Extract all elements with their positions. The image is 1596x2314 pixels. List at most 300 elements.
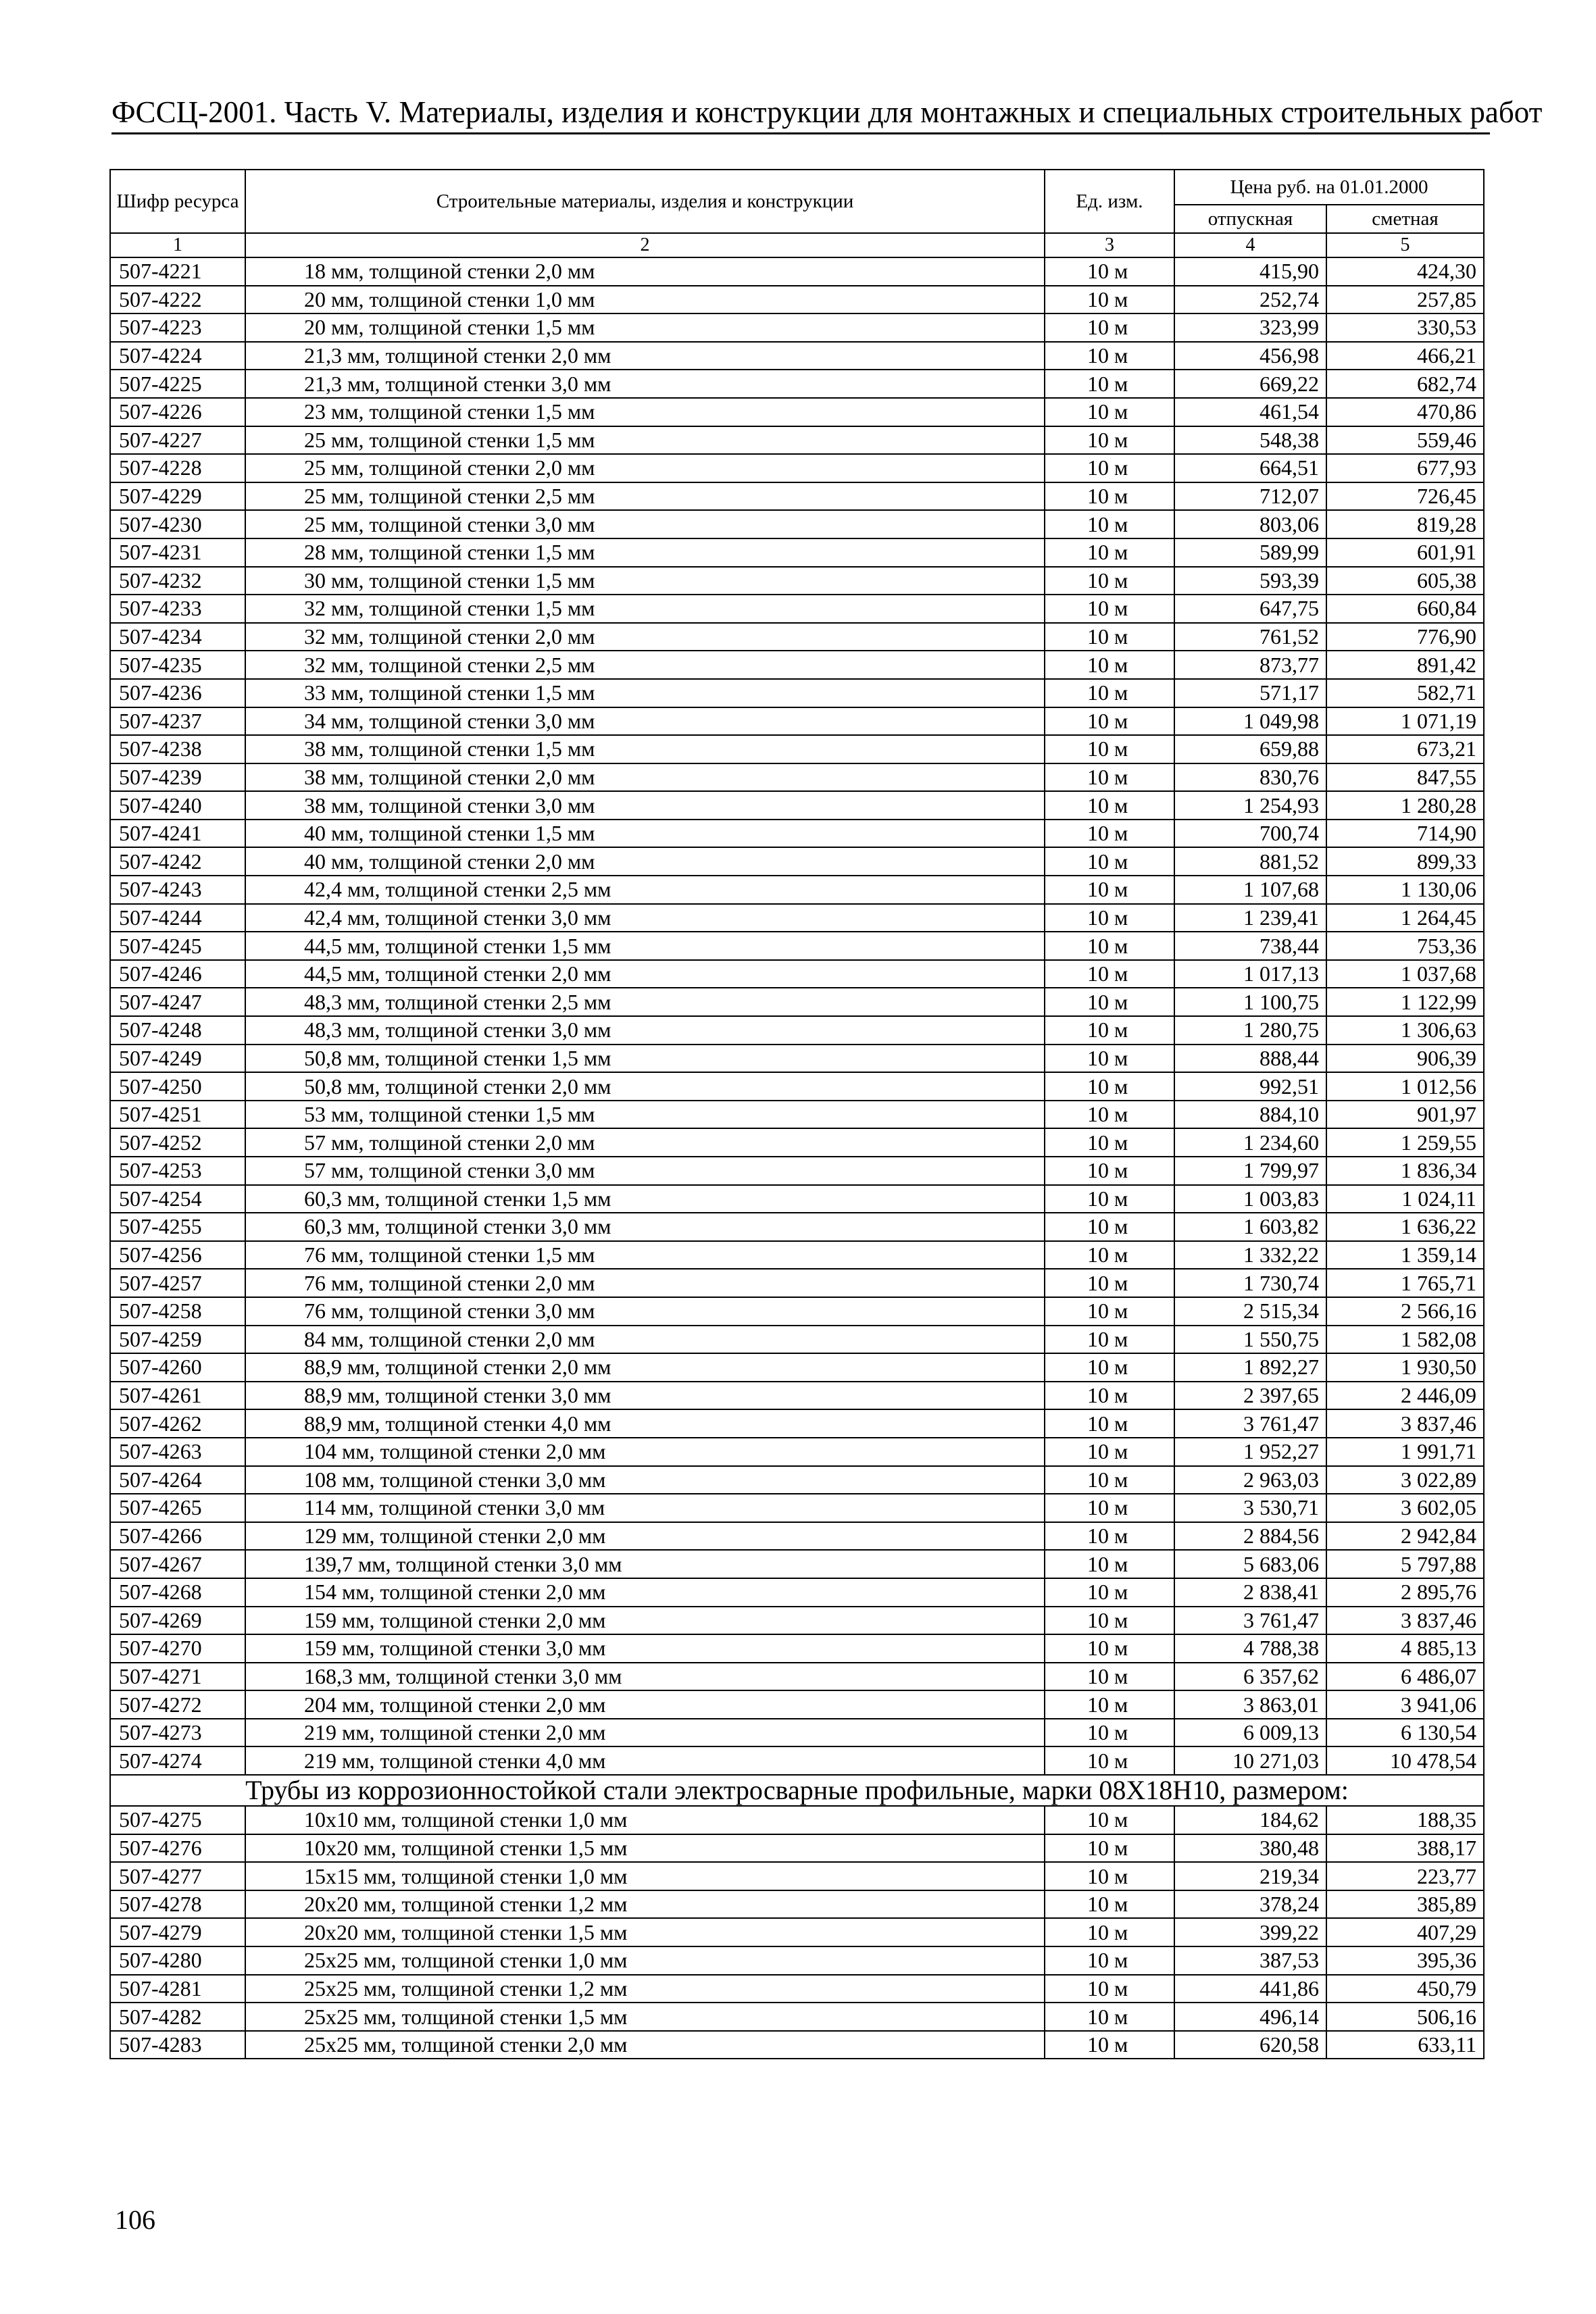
material-description: 44,5 мм, толщиной стенки 2,0 мм	[245, 960, 1045, 988]
estimate-price: 3 022,89	[1326, 1466, 1484, 1494]
unit: 10 м	[1045, 1550, 1174, 1578]
material-description: 108 мм, толщиной стенки 3,0 мм	[245, 1466, 1045, 1494]
resource-code: 507-4229	[110, 482, 245, 511]
resource-code: 507-4242	[110, 847, 245, 876]
estimate-price: 891,42	[1326, 651, 1484, 679]
table-row	[110, 2003, 1484, 2031]
resource-code: 507-4248	[110, 1016, 245, 1045]
unit: 10 м	[1045, 1890, 1174, 1919]
material-description: 25 мм, толщиной стенки 3,0 мм	[245, 510, 1045, 538]
estimate-price: 1 130,06	[1326, 876, 1484, 904]
estimate-price: 1 012,56	[1326, 1072, 1484, 1101]
release-price: 3 530,71	[1174, 1494, 1326, 1522]
header-unit: Ед. изм.	[1045, 170, 1174, 233]
unit: 10 м	[1045, 735, 1174, 763]
table-row	[110, 1494, 1484, 1522]
material-description: 20x20 мм, толщиной стенки 1,5 мм	[245, 1918, 1045, 1946]
resource-code: 507-4231	[110, 538, 245, 567]
table-row	[110, 1326, 1484, 1354]
release-price: 387,53	[1174, 1946, 1326, 1975]
release-price: 2 884,56	[1174, 1522, 1326, 1551]
unit: 10 м	[1045, 1862, 1174, 1890]
table-row	[110, 1382, 1484, 1410]
table-row	[110, 1890, 1484, 1919]
unit: 10 м	[1045, 257, 1174, 286]
page-title: ФССЦ-2001. Часть V. Материалы, изделия и конструкции для монтажных и специальных строительных работ	[111, 95, 1543, 129]
resource-code: 507-4261	[110, 1382, 245, 1410]
resource-code: 507-4283	[110, 2031, 245, 2059]
material-description: 38 мм, толщиной стенки 2,0 мм	[245, 763, 1045, 792]
material-description: 57 мм, толщиной стенки 2,0 мм	[245, 1128, 1045, 1157]
release-price: 2 838,41	[1174, 1578, 1326, 1607]
unit: 10 м	[1045, 1241, 1174, 1269]
table-row	[110, 454, 1484, 482]
unit: 10 м	[1045, 1494, 1174, 1522]
unit: 10 м	[1045, 1719, 1174, 1747]
resource-code: 507-4243	[110, 876, 245, 904]
release-price: 3 863,01	[1174, 1690, 1326, 1719]
resource-code: 507-4228	[110, 454, 245, 482]
unit: 10 м	[1045, 1382, 1174, 1410]
release-price: 184,62	[1174, 1806, 1326, 1834]
resource-code: 507-4227	[110, 426, 245, 455]
table-row	[110, 370, 1484, 398]
header-release-price: отпускная	[1174, 205, 1326, 233]
header-price-group: Цена руб. на 01.01.2000	[1174, 170, 1484, 205]
column-number: 1	[110, 233, 245, 257]
release-price: 1 892,27	[1174, 1353, 1326, 1382]
table-row	[110, 735, 1484, 763]
table-row	[110, 988, 1484, 1016]
table-row	[110, 398, 1484, 426]
estimate-price: 1 836,34	[1326, 1157, 1484, 1185]
material-description: 129 мм, толщиной стенки 2,0 мм	[245, 1522, 1045, 1551]
release-price: 219,34	[1174, 1862, 1326, 1890]
release-price: 992,51	[1174, 1072, 1326, 1101]
resource-code: 507-4257	[110, 1269, 245, 1297]
release-price: 548,38	[1174, 426, 1326, 455]
unit: 10 м	[1045, 1213, 1174, 1241]
material-description: 20x20 мм, толщиной стенки 1,2 мм	[245, 1890, 1045, 1919]
unit: 10 м	[1045, 1834, 1174, 1863]
unit: 10 м	[1045, 1269, 1174, 1297]
material-description: 53 мм, толщиной стенки 1,5 мм	[245, 1101, 1045, 1129]
table-row	[110, 1157, 1484, 1185]
unit: 10 м	[1045, 791, 1174, 820]
table-row	[110, 1072, 1484, 1101]
unit: 10 м	[1045, 567, 1174, 595]
resource-code: 507-4262	[110, 1409, 245, 1438]
resource-code: 507-4232	[110, 567, 245, 595]
table-row	[110, 1634, 1484, 1663]
unit: 10 м	[1045, 1663, 1174, 1691]
table-row	[110, 313, 1484, 342]
resource-code: 507-4245	[110, 932, 245, 960]
estimate-price: 450,79	[1326, 1975, 1484, 2003]
unit: 10 м	[1045, 2003, 1174, 2031]
unit: 10 м	[1045, 904, 1174, 932]
estimate-price: 673,21	[1326, 735, 1484, 763]
estimate-price: 257,85	[1326, 286, 1484, 314]
release-price: 647,75	[1174, 595, 1326, 623]
table-row	[110, 1719, 1484, 1747]
material-description: 20 мм, толщиной стенки 1,5 мм	[245, 313, 1045, 342]
table-row	[110, 1746, 1484, 1775]
resource-code: 507-4221	[110, 257, 245, 286]
material-description: 88,9 мм, толщиной стенки 3,0 мм	[245, 1382, 1045, 1410]
release-price: 1 049,98	[1174, 707, 1326, 736]
release-price: 2 397,65	[1174, 1382, 1326, 1410]
material-description: 38 мм, толщиной стенки 3,0 мм	[245, 791, 1045, 820]
material-description: 76 мм, толщиной стенки 3,0 мм	[245, 1297, 1045, 1326]
table-row	[110, 1663, 1484, 1691]
release-price: 873,77	[1174, 651, 1326, 679]
material-description: 219 мм, толщиной стенки 4,0 мм	[245, 1746, 1045, 1775]
table-row	[110, 679, 1484, 707]
resource-code: 507-4260	[110, 1353, 245, 1382]
unit: 10 м	[1045, 1101, 1174, 1129]
table-row	[110, 1297, 1484, 1326]
estimate-price: 4 885,13	[1326, 1634, 1484, 1663]
table-row	[110, 510, 1484, 538]
resource-code: 507-4259	[110, 1326, 245, 1354]
unit: 10 м	[1045, 1353, 1174, 1382]
material-description: 15x15 мм, толщиной стенки 1,0 мм	[245, 1862, 1045, 1890]
material-description: 154 мм, толщиной стенки 2,0 мм	[245, 1578, 1045, 1607]
estimate-price: 407,29	[1326, 1918, 1484, 1946]
unit: 10 м	[1045, 1185, 1174, 1213]
unit: 10 м	[1045, 1326, 1174, 1354]
unit: 10 м	[1045, 707, 1174, 736]
table-row	[110, 623, 1484, 651]
resource-code: 507-4274	[110, 1746, 245, 1775]
release-price: 1 107,68	[1174, 876, 1326, 904]
estimate-price: 1 280,28	[1326, 791, 1484, 820]
table-row	[110, 1918, 1484, 1946]
material-description: 159 мм, толщиной стенки 3,0 мм	[245, 1634, 1045, 1663]
table-row	[110, 257, 1484, 286]
material-description: 88,9 мм, толщиной стенки 4,0 мм	[245, 1409, 1045, 1438]
table-row	[110, 286, 1484, 314]
unit: 10 м	[1045, 1072, 1174, 1101]
material-description: 60,3 мм, толщиной стенки 3,0 мм	[245, 1213, 1045, 1241]
table-row	[110, 763, 1484, 792]
column-number: 2	[245, 233, 1045, 257]
unit: 10 м	[1045, 1806, 1174, 1834]
material-description: 219 мм, толщиной стенки 2,0 мм	[245, 1719, 1045, 1747]
unit: 10 м	[1045, 1578, 1174, 1607]
material-description: 88,9 мм, толщиной стенки 2,0 мм	[245, 1353, 1045, 1382]
unit: 10 м	[1045, 538, 1174, 567]
resource-code: 507-4223	[110, 313, 245, 342]
release-price: 1 332,22	[1174, 1241, 1326, 1269]
material-description: 50,8 мм, толщиной стенки 2,0 мм	[245, 1072, 1045, 1101]
estimate-price: 2 895,76	[1326, 1578, 1484, 1607]
release-price: 589,99	[1174, 538, 1326, 567]
resource-code: 507-4225	[110, 370, 245, 398]
material-description: 20 мм, толщиной стенки 1,0 мм	[245, 286, 1045, 314]
material-description: 159 мм, толщиной стенки 2,0 мм	[245, 1607, 1045, 1635]
release-price: 461,54	[1174, 398, 1326, 426]
estimate-price: 10 478,54	[1326, 1746, 1484, 1775]
release-price: 1 017,13	[1174, 960, 1326, 988]
unit: 10 м	[1045, 426, 1174, 455]
resource-code: 507-4236	[110, 679, 245, 707]
column-number-row	[110, 233, 1484, 257]
estimate-price: 3 941,06	[1326, 1690, 1484, 1719]
table-row	[110, 1438, 1484, 1466]
material-description: 32 мм, толщиной стенки 1,5 мм	[245, 595, 1045, 623]
material-description: 21,3 мм, толщиной стенки 2,0 мм	[245, 342, 1045, 370]
release-price: 3 761,47	[1174, 1607, 1326, 1635]
header-code: Шифр ресурса	[110, 170, 245, 233]
material-description: 25x25 мм, толщиной стенки 1,2 мм	[245, 1975, 1045, 2003]
release-price: 5 683,06	[1174, 1550, 1326, 1578]
resource-code: 507-4272	[110, 1690, 245, 1719]
table-row	[110, 1578, 1484, 1607]
release-price: 669,22	[1174, 370, 1326, 398]
resource-code: 507-4256	[110, 1241, 245, 1269]
estimate-price: 1 264,45	[1326, 904, 1484, 932]
table-row	[110, 1269, 1484, 1297]
resource-code: 507-4247	[110, 988, 245, 1016]
release-price: 1 550,75	[1174, 1326, 1326, 1354]
unit: 10 м	[1045, 1016, 1174, 1045]
table-row	[110, 820, 1484, 848]
resource-code: 507-4230	[110, 510, 245, 538]
release-price: 659,88	[1174, 735, 1326, 763]
material-description: 33 мм, толщиной стенки 1,5 мм	[245, 679, 1045, 707]
table-row	[110, 1185, 1484, 1213]
material-description: 25x25 мм, толщиной стенки 2,0 мм	[245, 2031, 1045, 2059]
resource-code: 507-4255	[110, 1213, 245, 1241]
unit: 10 м	[1045, 1918, 1174, 1946]
table-row	[110, 791, 1484, 820]
page-number: 106	[115, 2205, 155, 2235]
table-row	[110, 1353, 1484, 1382]
estimate-price: 847,55	[1326, 763, 1484, 792]
estimate-price: 906,39	[1326, 1045, 1484, 1073]
resource-code: 507-4264	[110, 1466, 245, 1494]
table-row	[110, 1101, 1484, 1129]
unit: 10 м	[1045, 1438, 1174, 1466]
estimate-price: 1 991,71	[1326, 1438, 1484, 1466]
resource-code: 507-4252	[110, 1128, 245, 1157]
material-description: 18 мм, толщиной стенки 2,0 мм	[245, 257, 1045, 286]
estimate-price: 1 024,11	[1326, 1185, 1484, 1213]
release-price: 881,52	[1174, 847, 1326, 876]
material-description: 10x20 мм, толщиной стенки 1,5 мм	[245, 1834, 1045, 1863]
section-title: Трубы из коррозионностойкой стали электросварные профильные, марки 08Х18Н10, размером:	[110, 1775, 1484, 1806]
table-row	[110, 1550, 1484, 1578]
table-row	[110, 1862, 1484, 1890]
material-description: 48,3 мм, толщиной стенки 3,0 мм	[245, 1016, 1045, 1045]
estimate-price: 605,38	[1326, 567, 1484, 595]
resource-code: 507-4280	[110, 1946, 245, 1975]
release-price: 1 003,83	[1174, 1185, 1326, 1213]
estimate-price: 188,35	[1326, 1806, 1484, 1834]
estimate-price: 682,74	[1326, 370, 1484, 398]
estimate-price: 1 582,08	[1326, 1326, 1484, 1354]
estimate-price: 223,77	[1326, 1862, 1484, 1890]
material-description: 42,4 мм, толщиной стенки 3,0 мм	[245, 904, 1045, 932]
estimate-price: 901,97	[1326, 1101, 1484, 1129]
resource-code: 507-4239	[110, 763, 245, 792]
estimate-price: 1 306,63	[1326, 1016, 1484, 1045]
estimate-price: 582,71	[1326, 679, 1484, 707]
estimate-price: 6 486,07	[1326, 1663, 1484, 1691]
resource-code: 507-4224	[110, 342, 245, 370]
unit: 10 м	[1045, 679, 1174, 707]
estimate-price: 506,16	[1326, 2003, 1484, 2031]
release-price: 6 357,62	[1174, 1663, 1326, 1691]
table-row	[110, 932, 1484, 960]
resource-code: 507-4250	[110, 1072, 245, 1101]
resource-code: 507-4270	[110, 1634, 245, 1663]
material-description: 32 мм, толщиной стенки 2,0 мм	[245, 623, 1045, 651]
material-description: 57 мм, толщиной стенки 3,0 мм	[245, 1157, 1045, 1185]
unit: 10 м	[1045, 623, 1174, 651]
resource-code: 507-4273	[110, 1719, 245, 1747]
unit: 10 м	[1045, 1975, 1174, 2003]
release-price: 888,44	[1174, 1045, 1326, 1073]
resource-code: 507-4279	[110, 1918, 245, 1946]
release-price: 456,98	[1174, 342, 1326, 370]
estimate-price: 726,45	[1326, 482, 1484, 511]
material-description: 42,4 мм, толщиной стенки 2,5 мм	[245, 876, 1045, 904]
column-number: 4	[1174, 233, 1326, 257]
release-price: 803,06	[1174, 510, 1326, 538]
release-price: 399,22	[1174, 1918, 1326, 1946]
table-row	[110, 904, 1484, 932]
unit: 10 м	[1045, 286, 1174, 314]
table-row	[110, 847, 1484, 876]
resource-code: 507-4253	[110, 1157, 245, 1185]
table-row	[110, 1690, 1484, 1719]
release-price: 415,90	[1174, 257, 1326, 286]
release-price: 712,07	[1174, 482, 1326, 511]
release-price: 830,76	[1174, 763, 1326, 792]
material-description: 204 мм, толщиной стенки 2,0 мм	[245, 1690, 1045, 1719]
unit: 10 м	[1045, 454, 1174, 482]
release-price: 1 280,75	[1174, 1016, 1326, 1045]
release-price: 252,74	[1174, 286, 1326, 314]
estimate-price: 3 837,46	[1326, 1607, 1484, 1635]
estimate-price: 633,11	[1326, 2031, 1484, 2059]
resource-code: 507-4271	[110, 1663, 245, 1691]
estimate-price: 1 259,55	[1326, 1128, 1484, 1157]
release-price: 1 730,74	[1174, 1269, 1326, 1297]
column-number: 3	[1045, 233, 1174, 257]
estimate-price: 1 359,14	[1326, 1241, 1484, 1269]
resource-code: 507-4244	[110, 904, 245, 932]
estimate-price: 819,28	[1326, 510, 1484, 538]
estimate-price: 470,86	[1326, 398, 1484, 426]
table-body-main	[110, 257, 1484, 1775]
material-description: 40 мм, толщиной стенки 2,0 мм	[245, 847, 1045, 876]
unit: 10 м	[1045, 313, 1174, 342]
release-price: 761,52	[1174, 623, 1326, 651]
estimate-price: 6 130,54	[1326, 1719, 1484, 1747]
material-description: 10x10 мм, толщиной стенки 1,0 мм	[245, 1806, 1045, 1834]
material-description: 38 мм, толщиной стенки 1,5 мм	[245, 735, 1045, 763]
unit: 10 м	[1045, 1634, 1174, 1663]
unit: 10 м	[1045, 1690, 1174, 1719]
resource-code: 507-4241	[110, 820, 245, 848]
resource-code: 507-4266	[110, 1522, 245, 1551]
estimate-price: 660,84	[1326, 595, 1484, 623]
estimate-price: 899,33	[1326, 847, 1484, 876]
material-description: 25 мм, толщиной стенки 2,5 мм	[245, 482, 1045, 511]
unit: 10 м	[1045, 1746, 1174, 1775]
page-header	[111, 93, 1543, 134]
table-row	[110, 1946, 1484, 1975]
release-price: 441,86	[1174, 1975, 1326, 2003]
material-description: 48,3 мм, толщиной стенки 2,5 мм	[245, 988, 1045, 1016]
material-description: 104 мм, толщиной стенки 2,0 мм	[245, 1438, 1045, 1466]
release-price: 738,44	[1174, 932, 1326, 960]
table-row	[110, 1409, 1484, 1438]
release-price: 884,10	[1174, 1101, 1326, 1129]
table-row	[110, 876, 1484, 904]
unit: 10 м	[1045, 1297, 1174, 1326]
material-description: 76 мм, толщиной стенки 2,0 мм	[245, 1269, 1045, 1297]
unit: 10 м	[1045, 847, 1174, 876]
table-body-profiled	[110, 1806, 1484, 2059]
table-row	[110, 595, 1484, 623]
material-description: 25 мм, толщиной стенки 2,0 мм	[245, 454, 1045, 482]
resource-code: 507-4238	[110, 735, 245, 763]
estimate-price: 3 602,05	[1326, 1494, 1484, 1522]
release-price: 10 271,03	[1174, 1746, 1326, 1775]
release-price: 593,39	[1174, 567, 1326, 595]
table-row	[110, 1016, 1484, 1045]
material-description: 76 мм, толщиной стенки 1,5 мм	[245, 1241, 1045, 1269]
unit: 10 м	[1045, 1157, 1174, 1185]
estimate-price: 1 037,68	[1326, 960, 1484, 988]
table-row	[110, 1466, 1484, 1494]
release-price: 2 515,34	[1174, 1297, 1326, 1326]
resource-code: 507-4268	[110, 1578, 245, 1607]
resource-code: 507-4265	[110, 1494, 245, 1522]
section-row	[110, 1775, 1484, 1806]
release-price: 700,74	[1174, 820, 1326, 848]
table-row	[110, 1975, 1484, 2003]
table-row	[110, 1834, 1484, 1863]
table-row	[110, 567, 1484, 595]
material-description: 23 мм, толщиной стенки 1,5 мм	[245, 398, 1045, 426]
resource-code: 507-4240	[110, 791, 245, 820]
estimate-price: 3 837,46	[1326, 1409, 1484, 1438]
release-price: 1 799,97	[1174, 1157, 1326, 1185]
estimate-price: 330,53	[1326, 313, 1484, 342]
material-description: 30 мм, толщиной стенки 1,5 мм	[245, 567, 1045, 595]
table-row	[110, 426, 1484, 455]
release-price: 6 009,13	[1174, 1719, 1326, 1747]
table-row	[110, 1607, 1484, 1635]
estimate-price: 385,89	[1326, 1890, 1484, 1919]
estimate-price: 1 122,99	[1326, 988, 1484, 1016]
unit: 10 м	[1045, 932, 1174, 960]
release-price: 1 100,75	[1174, 988, 1326, 1016]
price-table	[109, 169, 1485, 2059]
resource-code: 507-4277	[110, 1862, 245, 1890]
material-description: 168,3 мм, толщиной стенки 3,0 мм	[245, 1663, 1045, 1691]
material-description: 60,3 мм, толщиной стенки 1,5 мм	[245, 1185, 1045, 1213]
resource-code: 507-4282	[110, 2003, 245, 2031]
resource-code: 507-4237	[110, 707, 245, 736]
table-row	[110, 482, 1484, 511]
